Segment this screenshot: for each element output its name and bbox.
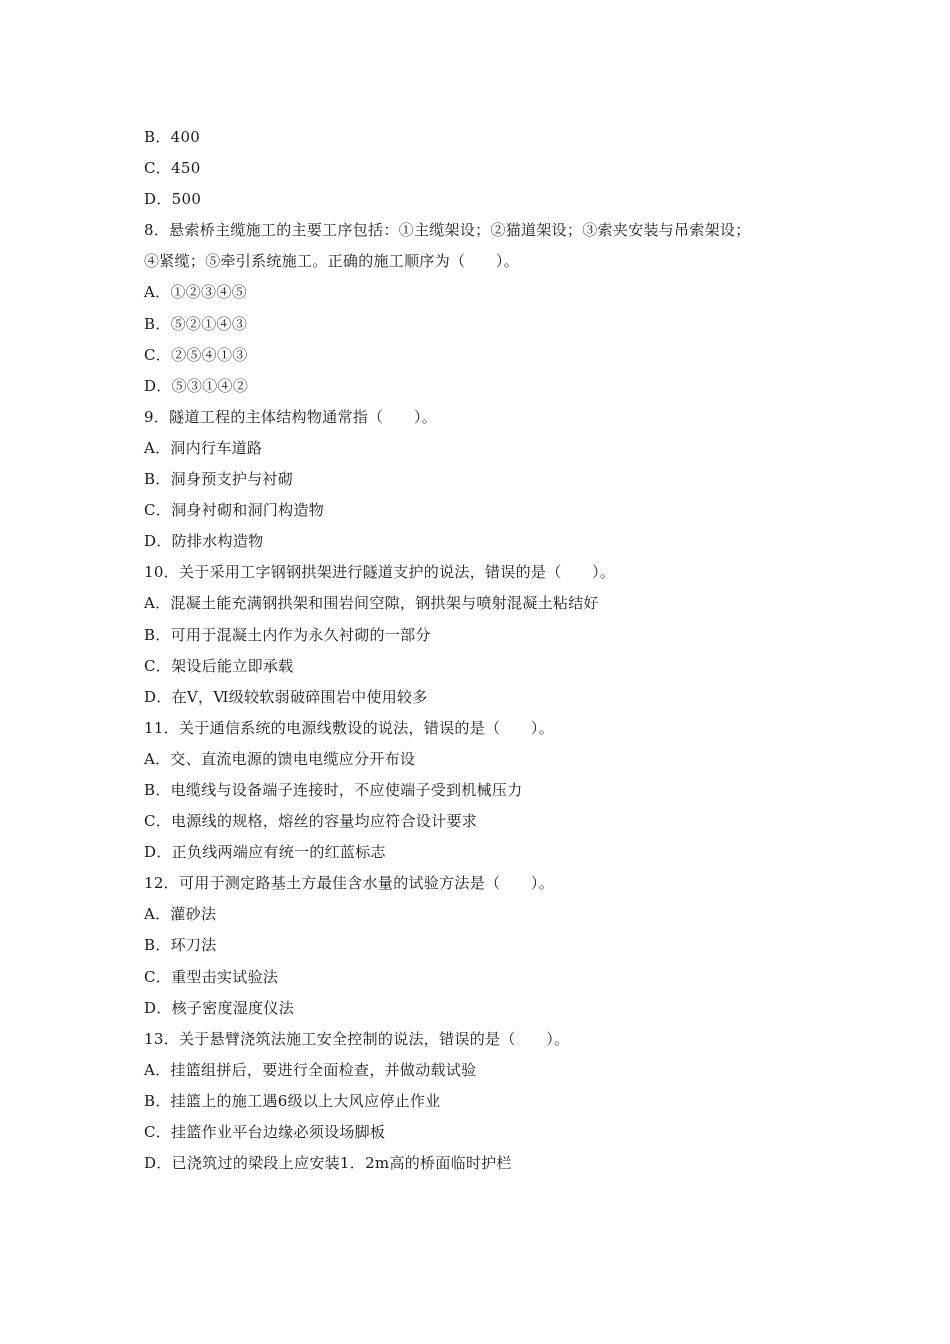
question-11-option-b: B．电缆线与设备端子连接时，不应使端子受到机械压力: [144, 780, 523, 799]
question-11-option-a: A．交、直流电源的馈电电缆应分开布设: [144, 749, 416, 768]
question-10-option-c: C．架设后能立即承载: [144, 656, 294, 675]
question-8-option-a: A．①②③④⑤: [144, 283, 247, 302]
question-13-option-c: C．挂篮作业平台边缘必须设场脚板: [144, 1123, 386, 1141]
question-12-option-b: B．环刀法: [144, 936, 217, 955]
option-c-450: C．450: [144, 159, 201, 178]
question-8-stem-continued: ④紧缆；⑤牵引系统施工。正确的施工顺序为（ ）。: [144, 252, 520, 271]
question-9-stem: 9．隧道工程的主体结构物通常指（ ）。: [144, 407, 438, 426]
question-12-stem: 12．可用于测定路基土方最佳含水量的试验方法是（ ）。: [144, 874, 554, 893]
question-8-option-c: C．②⑤④①③: [144, 345, 248, 364]
option-b-400: B．400: [144, 128, 201, 146]
question-13-stem: 13．关于悬臂浇筑法施工安全控制的说法，错误的是（ ）。: [144, 1029, 570, 1048]
question-8-option-b: B．⑤②①④③: [144, 314, 248, 333]
question-10-option-a: A．混凝土能充满钢拱架和围岩间空隙，钢拱架与喷射混凝土粘结好: [144, 594, 599, 613]
question-9-option-b: B．洞身预支护与衬砌: [144, 470, 294, 489]
question-12-option-a: A．灌砂法: [144, 905, 217, 924]
question-9-option-d: D．防排水构造物: [144, 532, 264, 551]
question-8-stem: 8．悬索桥主缆施工的主要工序包括：①主缆架设；②猫道架设；③索夹安装与吊索架设；: [144, 221, 751, 240]
question-11-option-d: D．正负线两端应有统一的红蓝标志: [144, 843, 386, 862]
question-13-option-d: D．已浇筑过的梁段上应安装1．2m高的桥面临时护栏: [144, 1154, 512, 1173]
question-9-option-c: C．洞身衬砌和洞门构造物: [144, 501, 325, 520]
question-13-option-a: A．挂篮组拼后，要进行全面检查，并做动载试验: [144, 1060, 477, 1079]
question-10-option-b: B．可用于混凝土内作为永久衬砌的一部分: [144, 625, 431, 644]
question-11-option-c: C．电源线的规格，熔丝的容量均应符合设计要求: [144, 812, 478, 831]
question-13-option-b: B．挂篮上的施工遇6级以上大风应停止作业: [144, 1091, 441, 1110]
question-8-option-d: D．⑤③①④②: [144, 376, 249, 395]
option-d-500: D．500: [144, 190, 202, 209]
question-12-option-c: C．重型击实试验法: [144, 967, 279, 986]
question-9-option-a: A．洞内行车道路: [144, 438, 263, 457]
document-body: [144, 122, 814, 1179]
question-10-option-d: D．在Ⅴ，Ⅵ级较软弱破碎围岩中使用较多: [144, 687, 428, 706]
question-12-option-d: D．核子密度湿度仪法: [144, 998, 295, 1017]
question-11-stem: 11．关于通信系统的电源线敷设的说法，错误的是（ ）。: [144, 718, 554, 737]
question-10-stem: 10．关于采用工字钢钢拱架进行隧道支护的说法，错误的是（ ）。: [144, 563, 616, 582]
